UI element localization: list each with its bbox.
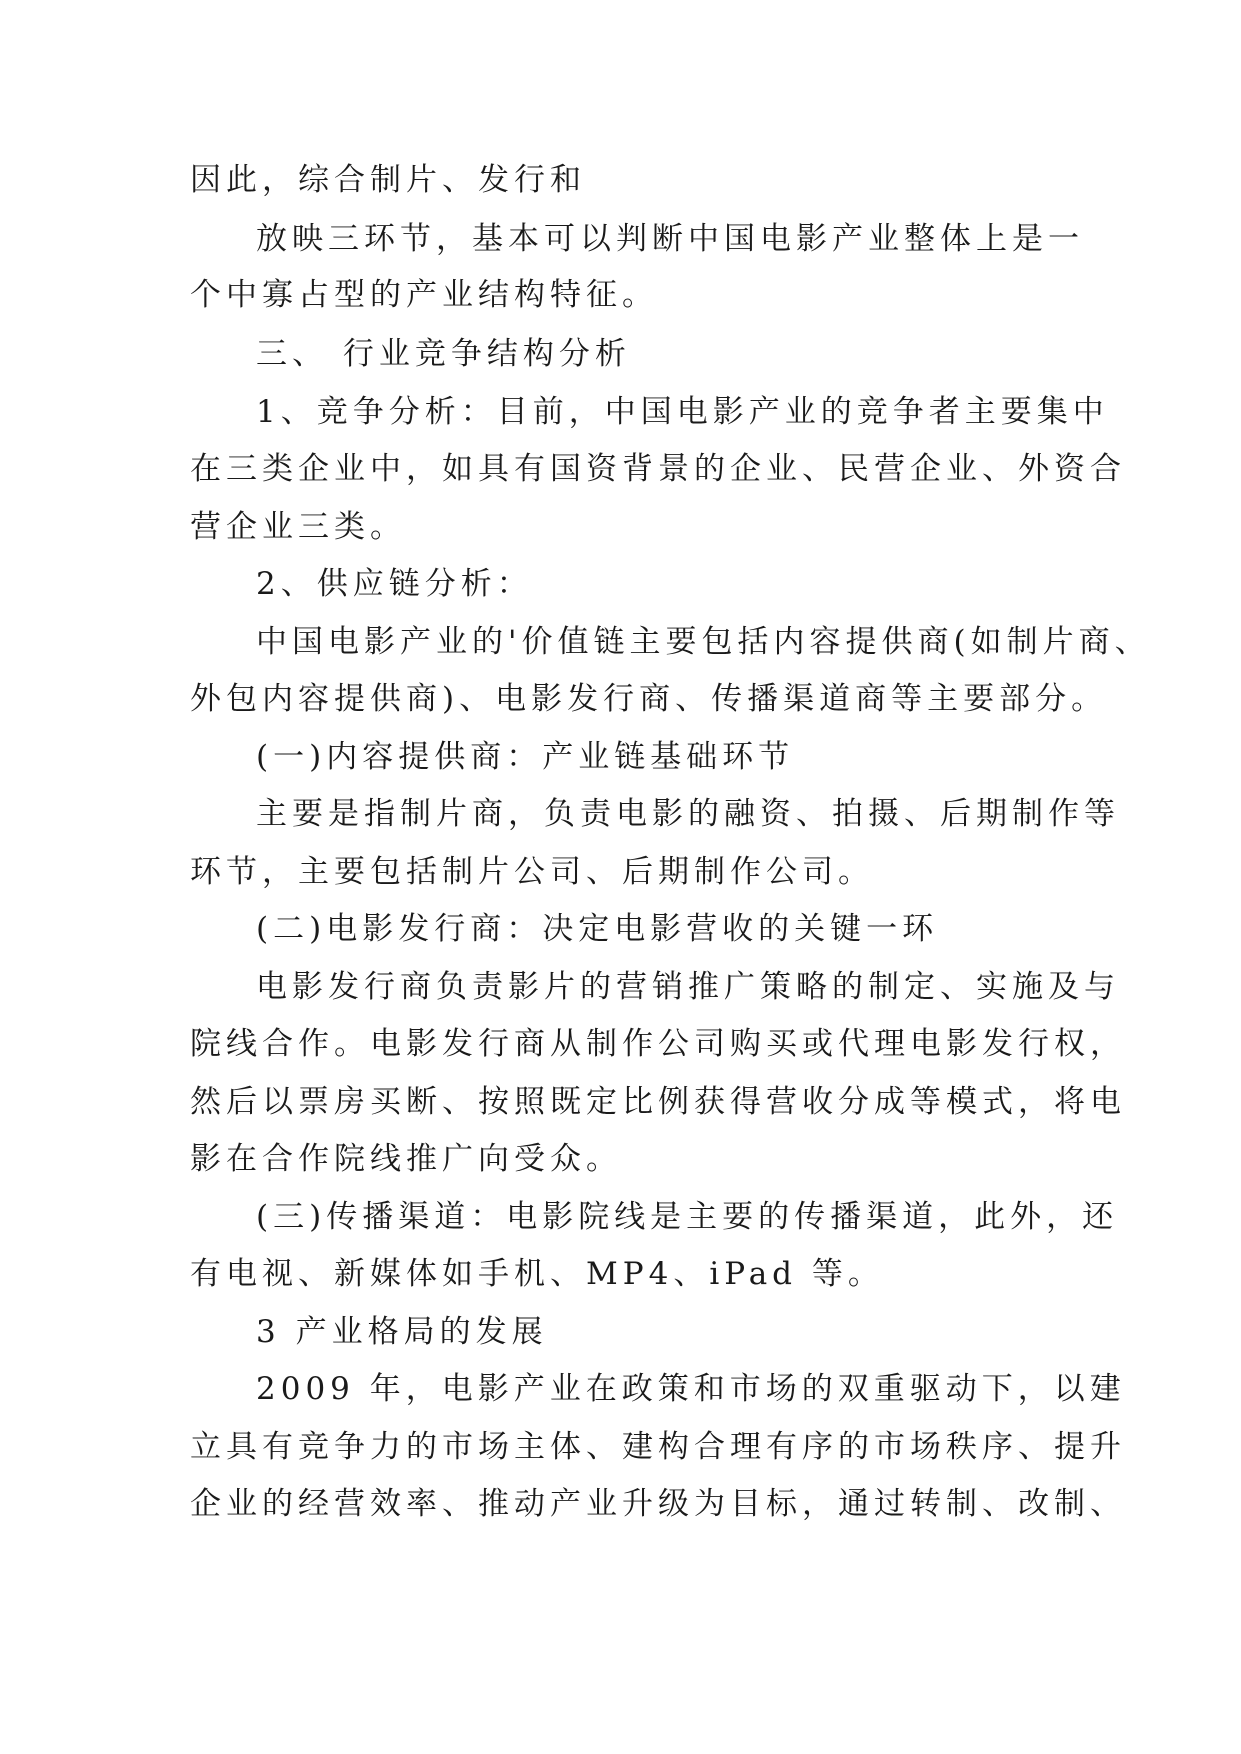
- text-line: 院线合作。电影发行商从制作公司购买或代理电影发行权，: [190, 1026, 1126, 1062]
- text-line: 中国电影产业的'价值链主要包括内容提供商(如制片商、: [256, 624, 1151, 660]
- text-line: 在三类企业中，如具有国资背景的企业、民营企业、外资合: [190, 451, 1126, 487]
- text-line: 因此，综合制片、发行和: [190, 162, 586, 198]
- text-line: 有电视、新媒体如手机、MP4、iPad 等。: [190, 1256, 884, 1292]
- text-line: 然后以票房买断、按照既定比例获得营收分成等模式，将电: [190, 1084, 1126, 1120]
- text-line: 2009 年，电影产业在政策和市场的双重驱动下，以建: [256, 1371, 1126, 1407]
- subsection-heading: (一)内容提供商：产业链基础环节: [256, 739, 795, 775]
- subsection-heading: 2、供应链分析：: [256, 566, 533, 602]
- text-line: 个中寡占型的产业结构特征。: [190, 277, 658, 313]
- section-heading: 三、 行业竞争结构分析: [256, 336, 631, 372]
- text-line: 立具有竞争力的市场主体、建构合理有序的市场秩序、提升: [190, 1429, 1126, 1465]
- text-line: 企业的经营效率、推动产业升级为目标，通过转制、改制、: [190, 1486, 1126, 1522]
- text-line: 外包内容提供商)、电影发行商、传播渠道商等主要部分。: [190, 681, 1108, 717]
- subsection-heading: (三)传播渠道：电影院线是主要的传播渠道，此外，还: [256, 1199, 1119, 1235]
- text-line: 电影发行商负责影片的营销推广策略的制定、实施及与: [256, 969, 1120, 1005]
- text-line: 营企业三类。: [190, 509, 406, 545]
- text-line: 放映三环节，基本可以判断中国电影产业整体上是一: [256, 221, 1084, 257]
- text-line: 环节，主要包括制片公司、后期制作公司。: [190, 854, 874, 890]
- text-line: 主要是指制片商，负责电影的融资、拍摄、后期制作等: [256, 796, 1120, 832]
- text-line: 1、竞争分析：目前，中国电影产业的竞争者主要集中: [256, 394, 1109, 430]
- subsection-heading: (二)电影发行商：决定电影营收的关键一环: [256, 911, 939, 947]
- text-line: 影在合作院线推广向受众。: [190, 1141, 622, 1177]
- subsection-heading: 3 产业格局的发展: [256, 1314, 548, 1350]
